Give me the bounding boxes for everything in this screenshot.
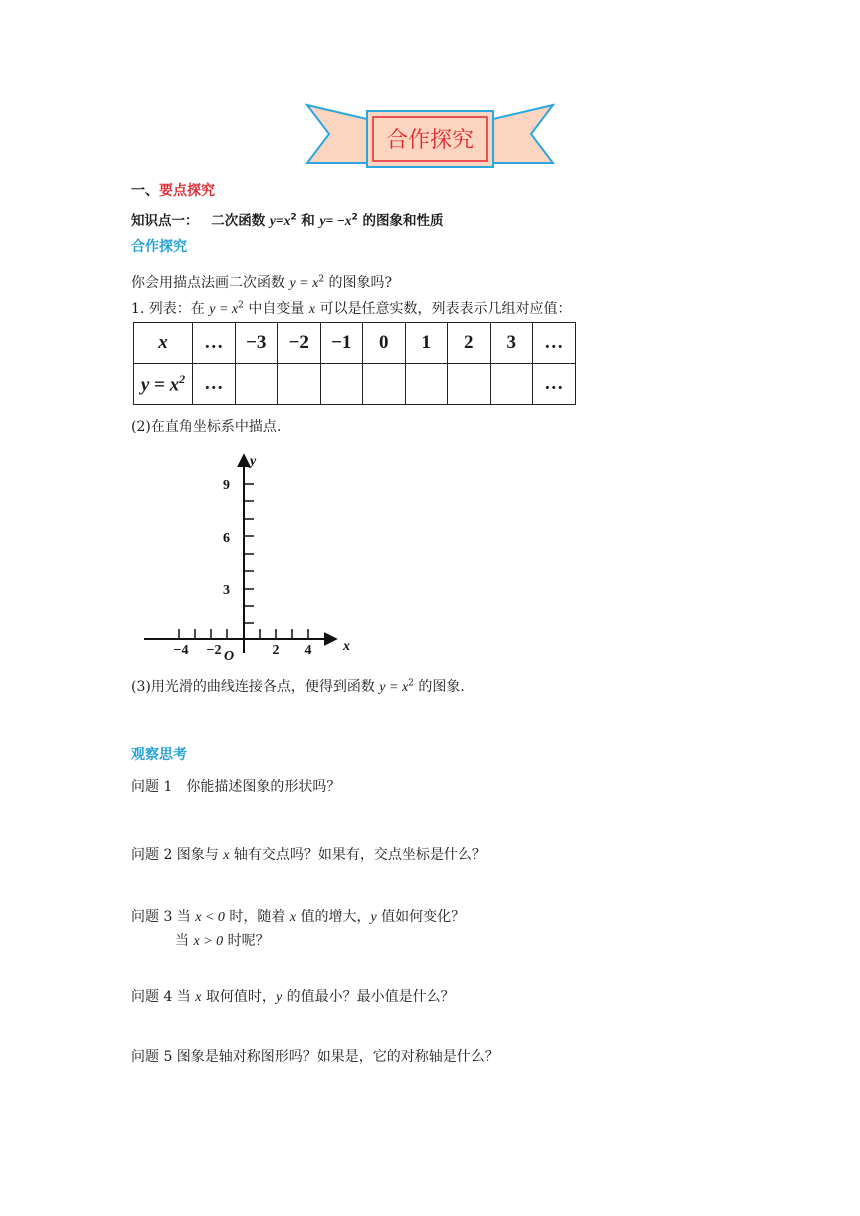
q3-text-a: 问题 3 当 [131,909,196,925]
table-cell[interactable] [448,364,491,405]
knowledge-formula-2: y= −x [319,213,352,228]
knowledge-label: 知识点一： [131,213,199,229]
table-header-y-sup: 2 [179,371,186,386]
y-axis-label: y [250,454,257,469]
q2-text-a: 问题 2 图象与 [131,847,224,863]
step3-suffix: 的图象. [413,679,465,695]
q4-text-a: 问题 4 当 [131,989,196,1005]
table-cell: 1 [405,323,448,364]
intro-formula-sup: 2 [318,274,325,285]
section-heading [131,180,215,200]
banner-title: 合作探究 [385,128,475,153]
knowledge-formula-1-sup: 2 [290,212,297,223]
q3-line2-b: 时呢？ [223,933,270,949]
coop-heading: 合作探究 [131,239,187,255]
section-prefix: 一、 [131,183,159,199]
q3-cond1: x < 0 [195,910,225,925]
observe-heading: 观察思考 [131,747,187,763]
knowledge-text-a: 二次函数 [211,213,270,229]
table-cell[interactable] [363,364,406,405]
q3-text-b: 时，随着 [224,909,290,925]
q4-var: x [195,990,202,1005]
q3-cond2: x > 0 [193,934,224,949]
q3-text-d: 值如何变化？ [376,909,466,925]
table-cell: … [533,323,576,364]
value-table [133,322,576,405]
q2-var: x [223,848,230,863]
question-3 [131,906,465,926]
origin-label: O [224,649,235,663]
table-row-y [134,364,576,405]
intro-question [131,272,392,292]
step1-suffix: 可以是任意实数，列表表示几组对应值： [315,301,572,317]
table-header-y [134,364,193,405]
table-cell: … [193,364,236,405]
table-cell[interactable] [278,364,321,405]
question-5: 问题 5 图象是轴对称图形吗？如果是，它的对称轴是什么？ [131,1049,499,1065]
step1-var: x [308,302,315,317]
q4-text-b: 取何值时， [201,989,276,1005]
q4-var2: y [275,990,283,1005]
x-axis-label: x [343,639,350,654]
q4-text-c: 的值最小？最小值是什么？ [282,989,455,1005]
table-header-x: x [134,323,193,364]
step1-mid: 中自变量 [243,301,309,317]
table-cell: 0 [363,323,406,364]
knowledge-point-line [131,209,443,229]
table-cell[interactable] [320,364,363,405]
step1-text [131,298,571,318]
x-tick-label: 4 [304,643,312,658]
question-4 [131,986,455,1006]
knowledge-formula-1: y=x [269,213,291,228]
q3-var: x [289,910,297,925]
x-tick-label: 2 [272,643,280,658]
y-tick-label: 9 [223,478,230,493]
intro-formula: y = x [289,276,319,291]
q3-text-c: 值的增大， [296,909,371,925]
step3-formula: y = x [379,680,409,695]
q3-line2-a: 当 [175,933,194,949]
knowledge-text-b: 和 [296,213,320,229]
table-cell: −2 [278,323,321,364]
intro-suffix: 的图象吗? [324,275,393,291]
table-cell: −1 [320,323,363,364]
x-tick-label: −4 [173,643,189,658]
step1-formula-sup: 2 [238,300,244,311]
table-cell: 2 [448,323,491,364]
section-title: 要点探究 [159,183,215,199]
title-banner [305,103,555,171]
question-2 [131,844,486,864]
q3-var2: y [370,910,377,925]
knowledge-formula-2-sup: 2 [351,212,358,223]
y-tick-label: 6 [223,531,230,546]
question-1: 问题 1 你能描述图象的形状吗？ [131,779,341,795]
table-header-y-text: y = x [140,374,180,396]
question-3-line2 [175,930,270,950]
step1-formula: y = x [209,302,239,317]
table-row-x [134,323,576,364]
knowledge-text-c: 的图象和性质 [357,213,444,229]
step2-text: (2)在直角坐标系中描点. [131,419,282,435]
intro-text: 你会用描点法画二次函数 [131,275,290,291]
table-cell[interactable] [405,364,448,405]
y-tick-label: 3 [223,583,230,598]
coordinate-grid [140,448,370,663]
table-cell: … [533,364,576,405]
step3-formula-sup: 2 [408,678,414,689]
step3-text [131,676,465,696]
table-cell: −3 [235,323,278,364]
table-cell[interactable] [235,364,278,405]
table-cell[interactable] [490,364,533,405]
table-cell: … [193,323,236,364]
step1-prefix: 1. 列表：在 [131,301,210,317]
x-tick-label: −2 [206,643,222,658]
q2-text-b: 轴有交点吗？如果有，交点坐标是什么？ [229,847,486,863]
step3-text-a: (3)用光滑的曲线连接各点，便得到函数 [131,679,380,695]
table-cell: 3 [490,323,533,364]
